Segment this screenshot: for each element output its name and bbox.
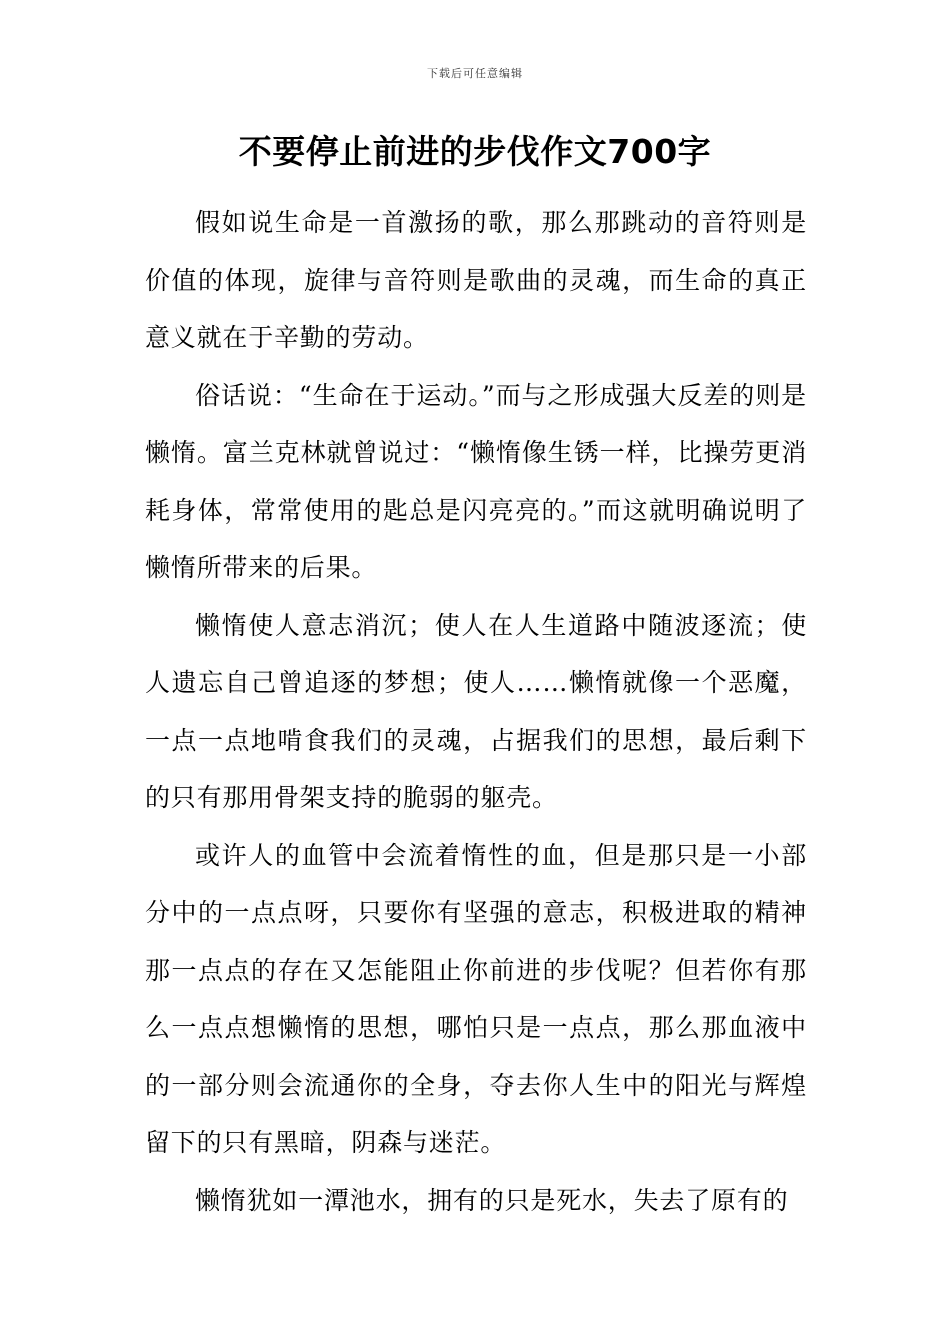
paragraph-2: 俗话说：“生命在于运动。”而与之形成强大反差的则是懒惰。富兰克林就曾说过：“懒惰像生锈一样，比操劳更消耗身体，常常使用的匙总是闪亮亮的。”而这就明确说明了懒惰所带来的后果。 — [145, 380, 807, 582]
document-title: 不要停止前进的步伐作文700字 — [238, 132, 712, 171]
paragraph-3: 懒惰使人意志消沉；使人在人生道路中随波逐流；使人遗忘自己曾追逐的梦想；使人……懒惰就像一个恶魔，一点一点地啃食我们的灵魂，占据我们的思想，最后剩下的只有那用骨架支持的脆弱的躯壳。 — [145, 610, 807, 812]
paragraph-1: 假如说生命是一首激扬的歌，那么那跳动的音符则是价值的体现，旋律与音符则是歌曲的灵魂，而生命的真正意义就在于辛勤的劳动。 — [145, 208, 807, 352]
document-body — [145, 194, 807, 1229]
paragraph-5: 懒惰犹如一潭池水，拥有的只是死水，失去了原有的 — [195, 1185, 789, 1215]
paragraph-4: 或许人的血管中会流着惰性的血，但是那只是一小部分中的一点点呀，只要你有坚强的意志，积极进取的精神那一点点的存在又怎能阻止你前进的步伐呢？但若你有那么一点点想懒惰的思想，哪怕只是一点点，那么那血液中的一部分则会流通你的全身，夺去你人生中的阳光与辉煌留下的只有黑暗，阴森与迷茫。 — [145, 840, 807, 1157]
header-note: 下载后可任意编辑 — [427, 67, 523, 80]
